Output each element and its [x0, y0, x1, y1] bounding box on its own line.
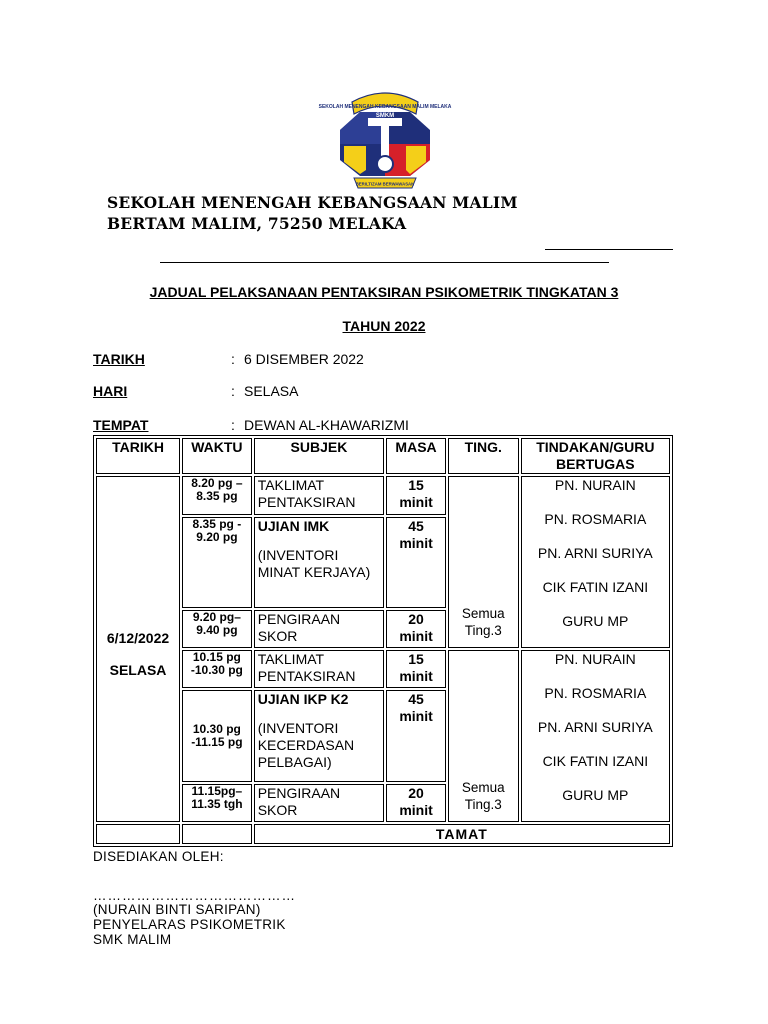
table-row — [96, 650, 670, 688]
waktu-text: 8.20 pg – 8.35 pg — [191, 476, 243, 503]
ting-cell — [448, 650, 519, 822]
tamat-cell: TAMAT — [254, 824, 670, 844]
teachers-cell — [521, 650, 670, 822]
teacher-name: PN. NURAIN — [554, 651, 636, 667]
day-value: SELASA — [109, 662, 167, 678]
subjek-cell — [254, 610, 384, 648]
footer-empty-cell — [96, 824, 180, 844]
teacher-name: CIK FATIN IZANI — [542, 579, 649, 595]
table-footer-row — [96, 824, 670, 844]
masa-cell — [386, 690, 446, 782]
masa-text: 45 minit — [399, 690, 433, 724]
teacher-name: GURU MP — [562, 787, 629, 803]
ting-cell — [448, 476, 519, 648]
meta-colon: : — [231, 383, 235, 399]
svg-text:SEKOLAH MENENGAH KEBANGSAAN MA: SEKOLAH MENENGAH KEBANGSAAN MALIM MELAKA — [318, 104, 452, 110]
school-name — [107, 192, 518, 234]
header-masa: MASA — [386, 438, 446, 474]
subjek-cell — [254, 517, 384, 609]
meta-colon: : — [231, 417, 235, 433]
header-rule-long — [160, 262, 609, 263]
prepared-by-label: DISEDIAKAN OLEH: — [93, 849, 224, 864]
waktu-cell — [182, 610, 252, 648]
school-name-line2: BERTAM MALIM, 75250 MELAKA — [107, 214, 407, 233]
waktu-text: 8.35 pg - 9.20 pg — [192, 516, 242, 544]
teacher-name: GURU MP — [562, 613, 629, 629]
masa-text: 20 minit — [399, 785, 433, 819]
teacher-name: PN. ROSMARIA — [544, 685, 647, 701]
signature-dots: …………………………………… — [93, 888, 296, 903]
teachers-cell — [521, 476, 670, 648]
waktu-cell — [182, 476, 252, 515]
masa-cell — [386, 517, 446, 609]
meta-label: TEMPAT — [93, 417, 149, 433]
header-tarikh: TARIKH — [96, 438, 180, 474]
document-title: JADUAL PELAKSANAAN PENTAKSIRAN PSIKOMETRIK TINGKATAN 3 — [149, 284, 619, 300]
masa-cell — [386, 650, 446, 688]
subjek-detail: (INVENTORI MINAT KERJAYA) — [257, 546, 371, 580]
table-row — [96, 476, 670, 515]
waktu-text: 9.20 pg– 9.40 pg — [192, 610, 241, 638]
meta-value: 6 DISEMBER 2022 — [244, 351, 364, 367]
meta-label: HARI — [93, 383, 128, 399]
teacher-name: PN. ROSMARIA — [544, 511, 647, 527]
masa-text: 45 minit — [399, 517, 433, 551]
subjek-cell — [254, 650, 384, 688]
preparer-name: (NURAIN BINTI SARIPAN) — [93, 902, 261, 917]
waktu-text: 10.15 pg -10.30 pg — [190, 650, 243, 677]
waktu-cell — [182, 517, 252, 609]
header-waktu: WAKTU — [182, 438, 252, 474]
logo-monogram: SMKM — [375, 113, 395, 119]
waktu-cell — [182, 650, 252, 688]
date-cell — [96, 476, 180, 822]
date-value: 6/12/2022 — [106, 630, 170, 646]
waktu-text: 10.30 pg -11.15 pg — [191, 721, 243, 749]
preparer-school: SMK MALIM — [93, 932, 172, 947]
masa-cell — [386, 476, 446, 515]
masa-text: 15 minit — [399, 651, 433, 684]
meta-label: TARIKH — [93, 351, 145, 367]
masa-text: 15 minit — [399, 477, 433, 510]
table-header-row — [96, 438, 670, 474]
waktu-text: 11.15pg– 11.35 tgh — [191, 784, 243, 812]
subjek-title: UJIAN IKP K2 — [257, 690, 349, 707]
teacher-name: PN. ARNI SURIYA — [537, 719, 653, 735]
meta-value: SELASA — [244, 383, 299, 399]
subjek-text: PENGIRAAN SKOR — [257, 785, 341, 819]
subjek-cell — [254, 476, 384, 515]
logo-motto: BERILTIZAM BERWAWASAN — [355, 181, 415, 187]
teacher-name: PN. NURAIN — [554, 477, 636, 493]
masa-text: 20 minit — [399, 611, 433, 645]
header-ting: TING. — [448, 438, 519, 474]
ting-text: Semua Ting.3 — [461, 606, 505, 638]
waktu-cell — [182, 690, 252, 782]
subjek-detail: (INVENTORI KECERDASAN PELBAGAI) — [257, 719, 355, 770]
school-name-line1: SEKOLAH MENENGAH KEBANGSAAN MALIM — [107, 193, 518, 212]
ting-text: Semua Ting.3 — [461, 780, 505, 812]
document-year: TAHUN 2022 — [342, 318, 426, 334]
teacher-name: CIK FATIN IZANI — [542, 753, 649, 769]
header-tindakan: TINDAKAN/GURU BERTUGAS — [521, 438, 670, 474]
school-logo — [318, 88, 452, 192]
subjek-title: UJIAN IMK — [257, 517, 330, 534]
subjek-text: TAKLIMAT PENTAKSIRAN — [257, 651, 356, 684]
subjek-cell — [254, 784, 384, 822]
masa-cell — [386, 610, 446, 648]
waktu-cell — [182, 784, 252, 822]
header-rule-right — [545, 249, 673, 250]
preparer-role: PENYELARAS PSIKOMETRIK — [93, 917, 286, 932]
teacher-name: PN. ARNI SURIYA — [537, 545, 653, 561]
schedule-table — [93, 435, 673, 847]
meta-colon: : — [231, 351, 235, 367]
masa-cell — [386, 784, 446, 822]
header-subjek: SUBJEK — [254, 438, 384, 474]
subjek-text: PENGIRAAN SKOR — [257, 611, 341, 645]
subjek-text: TAKLIMAT PENTAKSIRAN — [257, 477, 356, 510]
meta-value: DEWAN AL-KHAWARIZMI — [244, 417, 409, 433]
footer-empty-cell — [182, 824, 252, 844]
subjek-cell — [254, 690, 384, 782]
